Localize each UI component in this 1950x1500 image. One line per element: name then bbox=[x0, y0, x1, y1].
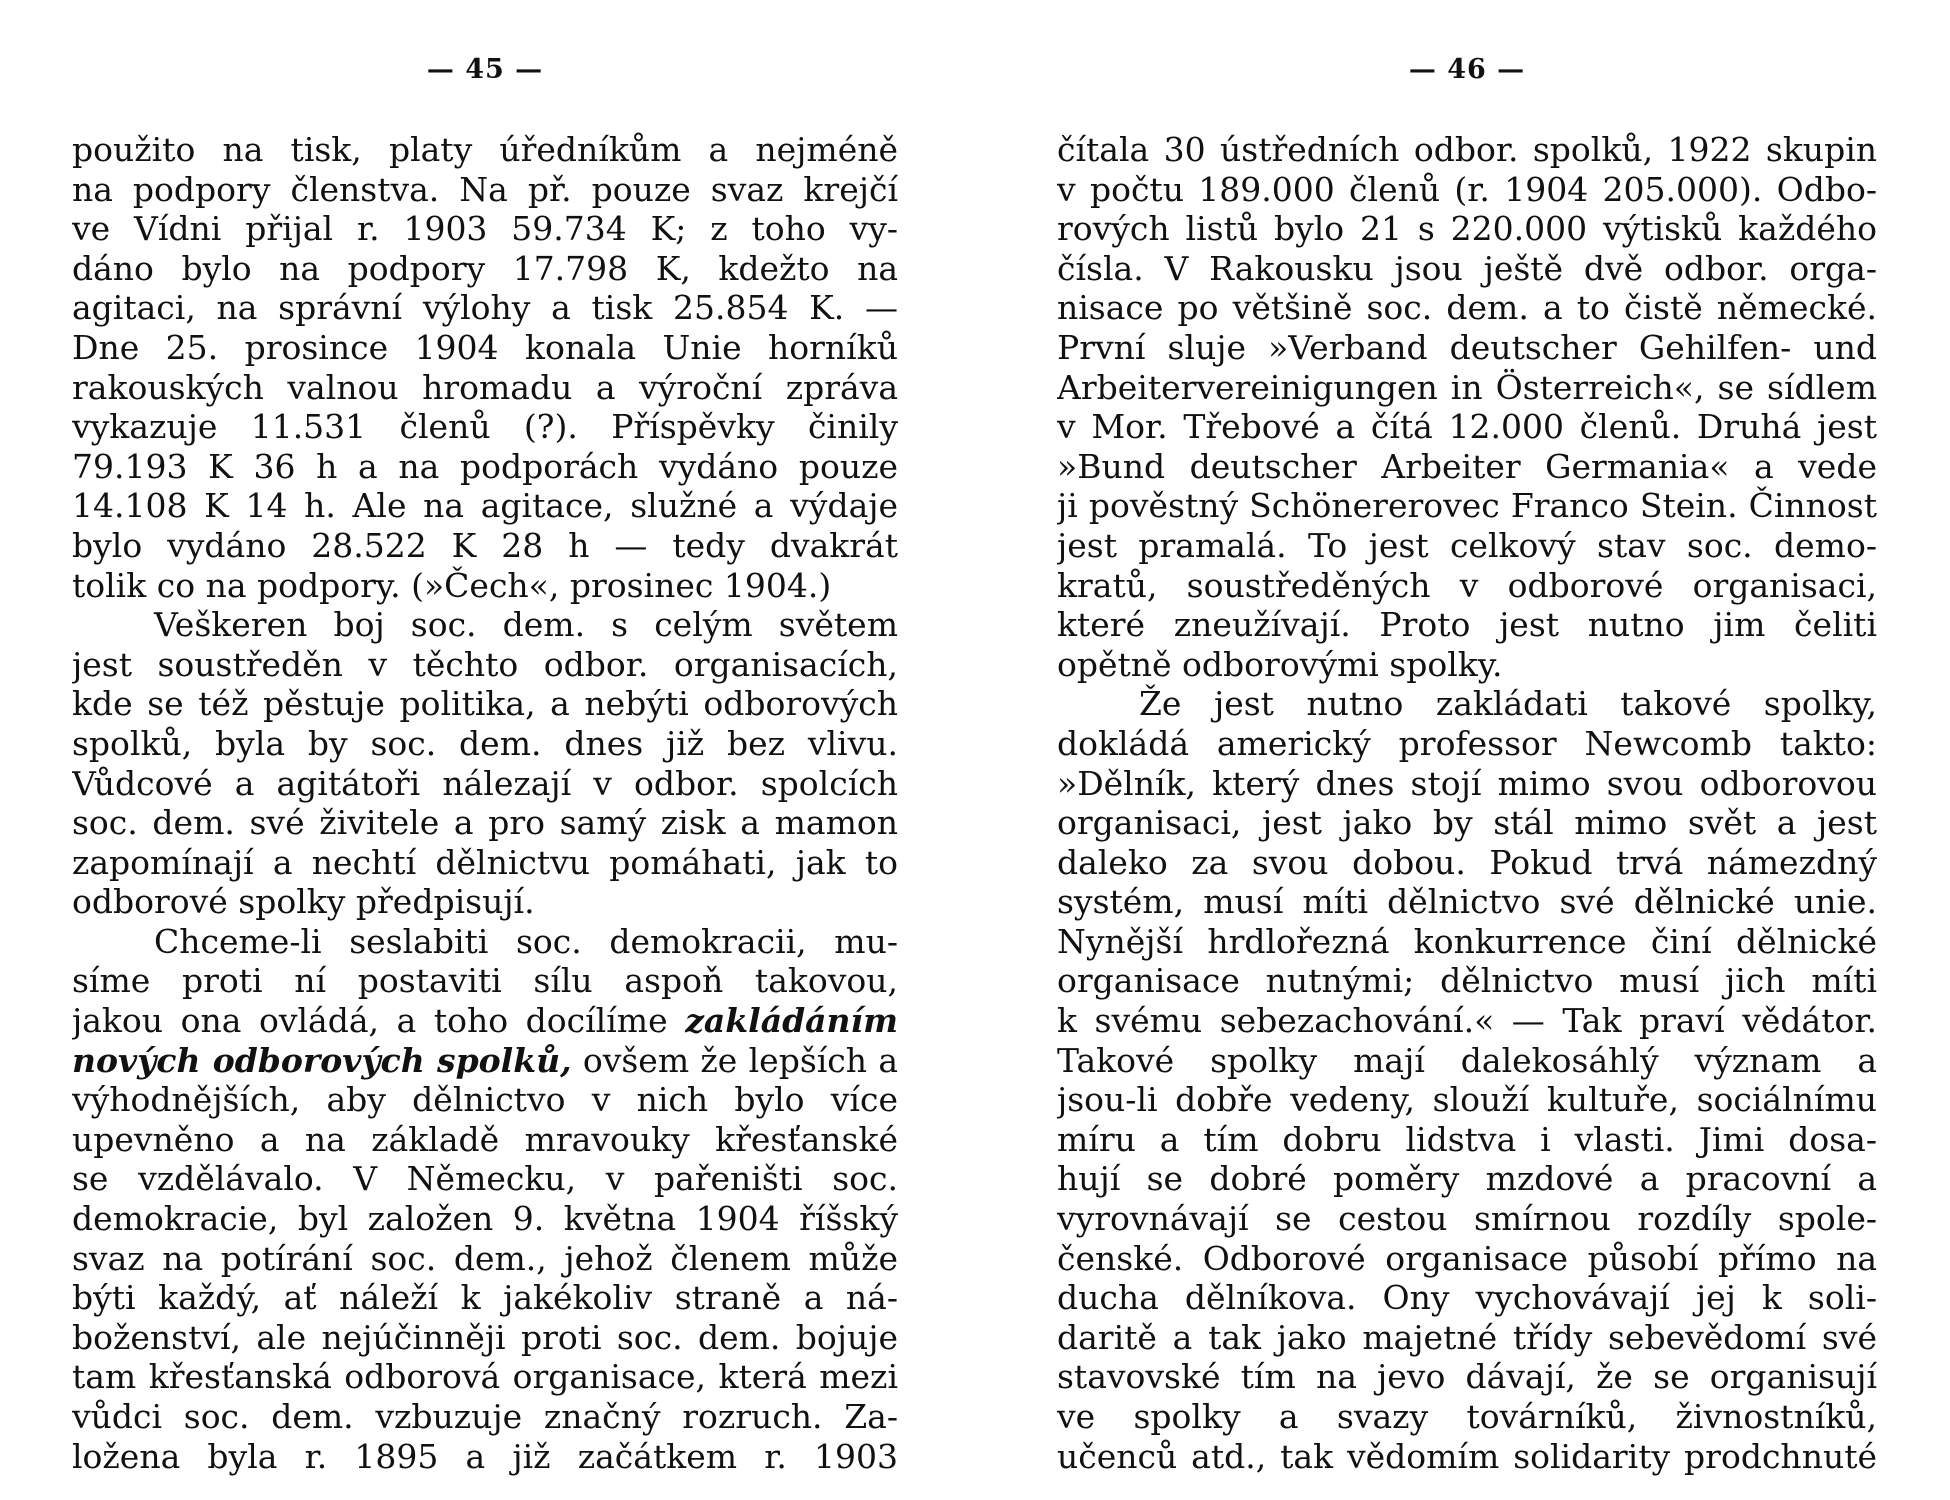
text-line: vůdci soc. dem. vzbuzuje značný rozruch. Za- bbox=[72, 1397, 898, 1436]
text-line: jest soustředěn v těchto odbor. organisacích, bbox=[72, 644, 898, 684]
text-line: demokracie, byl založen 9. května 1904 říšský bbox=[72, 1199, 898, 1239]
text-line: které zneužívají. Proto jest nutno jim čeliti bbox=[1057, 605, 1877, 645]
right-page-text bbox=[1057, 130, 1877, 1476]
text-line: soc. dem. své živitele a pro samý zisk a mamon bbox=[72, 803, 898, 843]
text-line: čítala 30 ústředních odbor. spolků, 1922 skupin bbox=[1057, 130, 1877, 169]
text-segment: jakou ona ovládá, a toho docílíme bbox=[72, 1001, 668, 1041]
text-line: »Dělník, který dnes stojí mimo svou odborovou bbox=[1057, 763, 1877, 803]
text-line: Vůdcové a agitátoři nálezají v odbor. spolcích bbox=[72, 763, 898, 803]
text-line: bylo vydáno 28.522 K 28 h — tedy dvakrát bbox=[72, 525, 898, 565]
text-line: rakouských valnou hromadu a výroční zpráva bbox=[72, 367, 898, 407]
text-line: k svému sebezachování.« — Tak praví vědátor. bbox=[1057, 1001, 1877, 1041]
text-line: Dne 25. prosince 1904 konala Unie horníků bbox=[72, 327, 898, 367]
text-line: nisace po většině soc. dem. a to čistě německé. bbox=[1057, 288, 1877, 328]
text-line: vykazuje 11.531 členů (?). Příspěvky činily bbox=[72, 407, 898, 447]
text-line: tam křesťanská odborová organisace, která mezi bbox=[72, 1357, 898, 1397]
text-line: výhodnějších, aby dělnictvo v nich bylo více bbox=[72, 1080, 898, 1120]
text-line: 14.108 K 14 h. Ale na agitace, služné a výdaje bbox=[72, 486, 898, 526]
text-line bbox=[72, 1041, 898, 1081]
text-line: Veškeren boj soc. dem. s celým světem bbox=[154, 605, 898, 645]
text-line: organisaci, jest jako by stál mimo svět a jest bbox=[1057, 803, 1877, 843]
text-line: spolků, byla by soc. dem. dnes již bez vlivu. bbox=[72, 723, 898, 763]
text-line: hují se dobré poměry mzdové a pracovní a bbox=[1057, 1159, 1877, 1199]
page-number-46: — 46 — bbox=[1408, 54, 1526, 85]
text-line: Takové spolky mají dalekosáhlý význam a bbox=[1057, 1040, 1877, 1080]
text-line: systém, musí míti dělnictvo své dělnické unie. bbox=[1057, 882, 1877, 922]
italic-emphasis: nových odborových spolků, bbox=[72, 1040, 572, 1080]
text-line: daleko za svou dobou. Pokud trvá námezdný bbox=[1057, 842, 1877, 882]
text-line: v Mor. Třebové a čítá 12.000 členů. Druhá jest bbox=[1057, 407, 1877, 447]
text-line: První sluje »Verband deutscher Gehilfen- und bbox=[1057, 327, 1877, 367]
text-line: agitaci, na správní výlohy a tisk 25.854 K. — bbox=[72, 288, 898, 328]
text-line: ji pověstný Schönererovec Franco Stein. Činnost bbox=[1057, 486, 1877, 526]
text-line: organisace nutnými; dělnictvo musí jich míti bbox=[1057, 961, 1877, 1001]
text-line: Arbeitervereinigungen in Österreich«, se sídlem bbox=[1057, 367, 1877, 407]
left-page-text bbox=[72, 130, 898, 1476]
text-line: v počtu 189.000 členů (r. 1904 205.000). Odbo- bbox=[1057, 169, 1877, 209]
text-line: »Bund deutscher Arbeiter Germania« a vede bbox=[1057, 446, 1877, 486]
text-line: jsou-li dobře vedeny, slouží kultuře, sociálnímu bbox=[1057, 1080, 1877, 1120]
text-line: Nynější hrdlořezná konkurrence činí dělnické bbox=[1057, 921, 1877, 961]
text-line: kratů, soustředěných v odborové organisaci, bbox=[1057, 565, 1877, 605]
text-line: odborové spolky předpisují. bbox=[72, 882, 535, 922]
text-line: dokládá americký professor Newcomb takto: bbox=[1057, 723, 1877, 763]
text-line: na podpory členstva. Na př. pouze svaz krejčí bbox=[72, 169, 898, 209]
text-line: čenské. Odborové organisace působí přímo na bbox=[1057, 1238, 1877, 1278]
text-line: ve spolky a svazy továrníků, živnostníků, bbox=[1057, 1397, 1877, 1436]
text-line: učenců atd., tak vědomím solidarity prodchnuté bbox=[1057, 1436, 1877, 1476]
text-line: Chceme-li seslabiti soc. demokracii, mu- bbox=[154, 921, 898, 961]
text-line bbox=[72, 1001, 898, 1041]
text-line: Že jest nutno zakládati takové spolky, bbox=[1139, 684, 1877, 724]
text-line: svaz na potírání soc. dem., jehož členem může bbox=[72, 1238, 898, 1278]
text-line: použito na tisk, platy úředníkům a nejméně bbox=[72, 130, 898, 169]
text-line: se vzdělávalo. V Německu, v pařeništi soc. bbox=[72, 1159, 898, 1199]
right-page bbox=[1057, 0, 1877, 1500]
text-line: stavovské tím na jevo dávají, že se organisují bbox=[1057, 1357, 1877, 1397]
text-line: čísla. V Rakousku jsou ještě dvě odbor. orga- bbox=[1057, 248, 1877, 288]
text-line: míru a tím dobru lidstva i vlasti. Jimi dosa- bbox=[1057, 1119, 1877, 1159]
page-number-45: — 45 — bbox=[426, 54, 544, 85]
text-line: jest pramalá. To jest celkový stav soc. demo- bbox=[1057, 525, 1877, 565]
italic-emphasis: zakládáním bbox=[685, 1001, 898, 1041]
text-line: síme proti ní postaviti sílu aspoň takovou, bbox=[72, 961, 898, 1001]
text-line: vyrovnávají se cestou smírnou rozdíly spole- bbox=[1057, 1199, 1877, 1239]
text-line: býti každý, ať náleží k jakékoliv straně a ná- bbox=[72, 1278, 898, 1318]
text-line: upevněno a na základě mravouky křesťanské bbox=[72, 1119, 898, 1159]
left-page bbox=[72, 0, 898, 1500]
text-segment: ovšem že lepších a bbox=[582, 1040, 898, 1080]
text-line: opětně odborovými spolky. bbox=[1057, 644, 1503, 684]
text-line: ložena byla r. 1895 a již začátkem r. 1903 bbox=[72, 1436, 898, 1476]
text-line: dáno bylo na podpory 17.798 K, kdežto na bbox=[72, 248, 898, 288]
text-line: ducha dělníkova. Ony vychovávají jej k soli- bbox=[1057, 1278, 1877, 1318]
text-line: 79.193 K 36 h a na podporách vydáno pouze bbox=[72, 446, 898, 486]
text-line: boženství, ale nejúčinněji proti soc. dem. bojuje bbox=[72, 1317, 898, 1357]
text-line: rových listů bylo 21 s 220.000 výtisků každého bbox=[1057, 209, 1877, 249]
text-line: zapomínají a nechtí dělnictvu pomáhati, jak to bbox=[72, 842, 898, 882]
text-line: ve Vídni přijal r. 1903 59.734 K; z toho vy- bbox=[72, 209, 898, 249]
text-line: tolik co na podpory. (»Čech«, prosinec 1904.) bbox=[72, 565, 832, 605]
text-line: daritě a tak jako majetné třídy sebevědomí své bbox=[1057, 1317, 1877, 1357]
text-line: kde se též pěstuje politika, a nebýti odborových bbox=[72, 684, 898, 724]
